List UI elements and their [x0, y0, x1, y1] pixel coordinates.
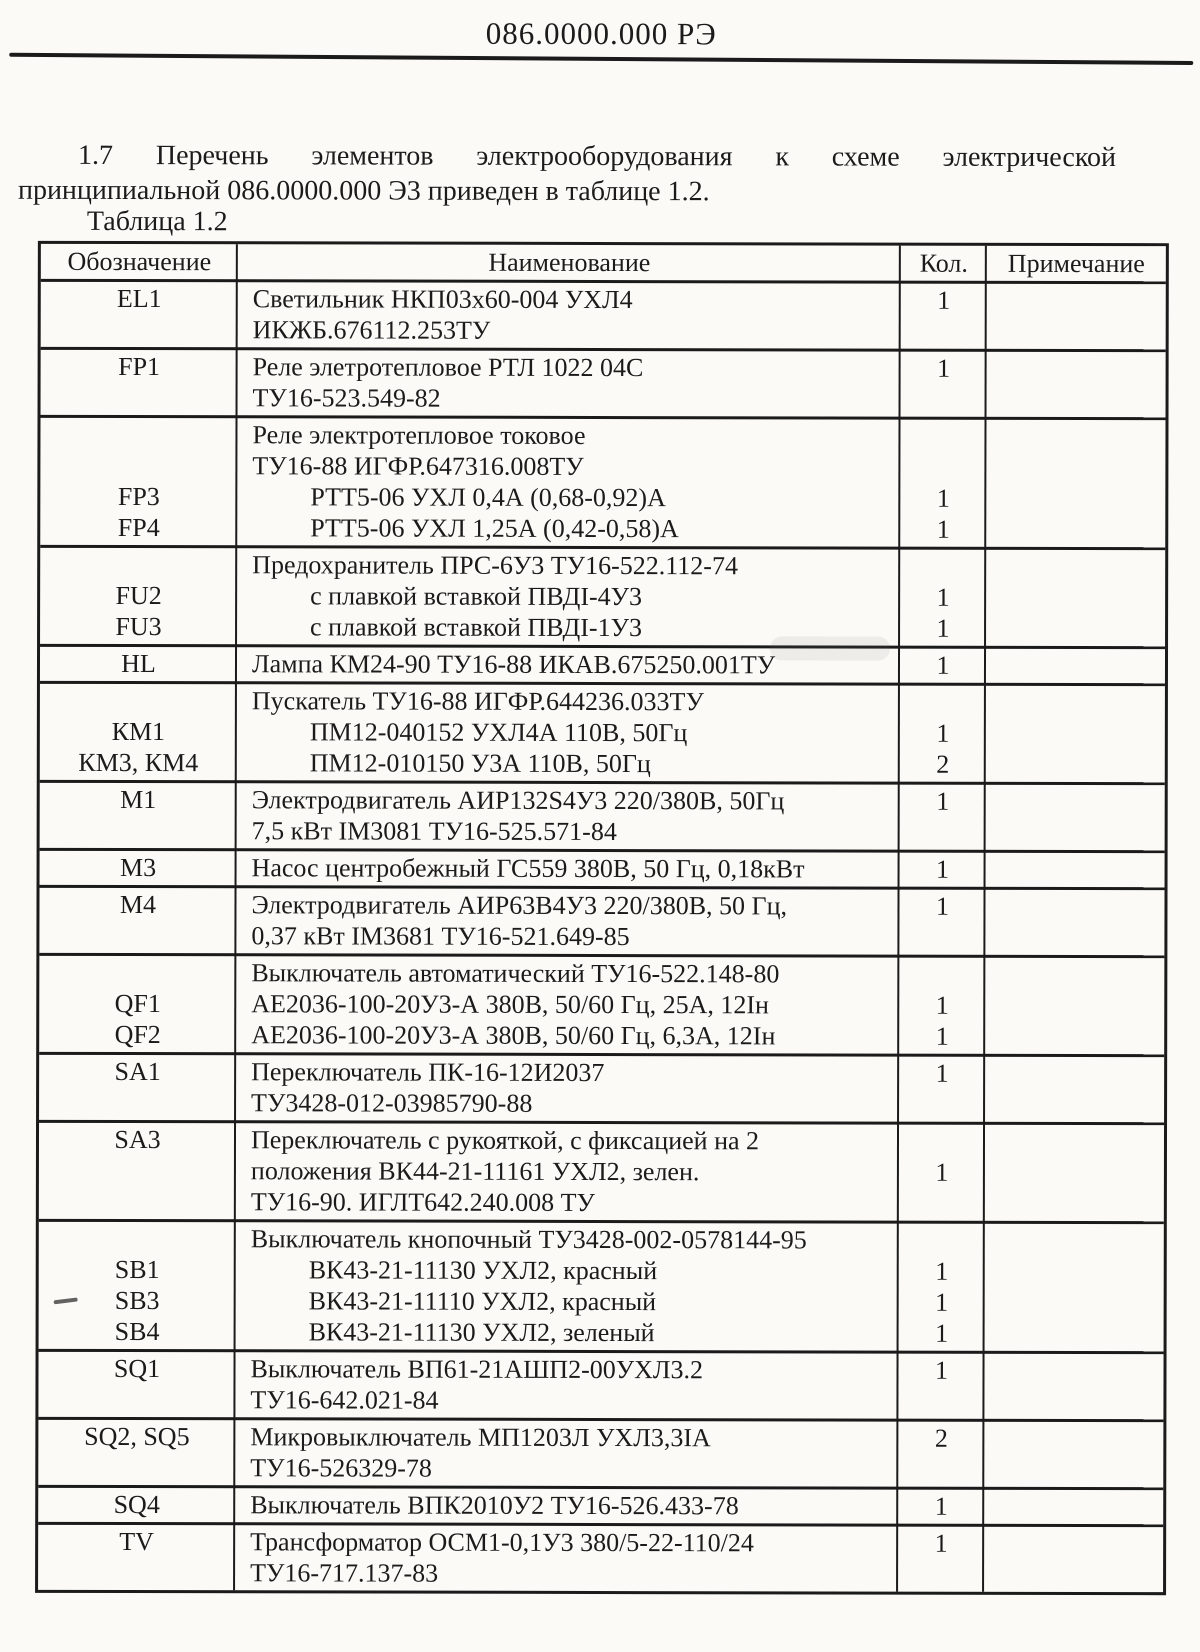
- name-cell: АЕ2036-100-20У3-А 380В, 50/60 Гц, 25А, 12Iн: [251, 989, 769, 1020]
- designation-cell: FU3: [115, 611, 162, 642]
- name-cell: ТУ16-90. ИГЛТ642.240.008 ТУ: [250, 1187, 596, 1217]
- name-cell: Переключатель ПК-16-12И2037: [251, 1057, 605, 1088]
- name-cell: ТУ16-642.021-84: [250, 1385, 439, 1415]
- qty-cell: 1: [934, 1355, 949, 1385]
- name-cell: Электродвигатель АИР132S4У3 220/380В, 50Гц: [251, 785, 785, 816]
- designation-cell: КМ3, КМ4: [78, 747, 199, 778]
- name-cell: с плавкой вставкой ПВДI-1У3: [310, 612, 643, 643]
- qty-cell: 1: [935, 1287, 949, 1317]
- note-cell: [984, 1386, 1163, 1417]
- name-cell: Выключатель автоматический ТУ16-522.148-80: [251, 958, 780, 989]
- name-cell: ПМ12-010150 У3А 110В, 50Гц: [309, 748, 651, 779]
- name-cell: РТТ5-06 УХЛ 0,4А (0,68-0,92)А: [310, 482, 666, 513]
- designation-cell: КМ1: [111, 716, 166, 747]
- table-line: [41, 382, 1166, 415]
- note-cell: [986, 817, 1165, 848]
- designation-cell: SB4: [114, 1316, 160, 1347]
- note-cell: [986, 718, 1165, 749]
- table-line: [39, 1155, 1164, 1188]
- qty-cell: 1: [935, 1256, 949, 1286]
- name-cell: ТУ16-526329-78: [250, 1453, 432, 1483]
- designation-cell: [39, 1155, 236, 1186]
- designation-cell: [38, 1557, 235, 1588]
- table-row: [39, 1219, 1164, 1351]
- note-cell: [984, 1559, 1163, 1590]
- qty-cell: 1: [935, 1058, 949, 1088]
- note-cell: [985, 1256, 1164, 1287]
- table-row: [40, 848, 1165, 887]
- table-line: [38, 1421, 1163, 1454]
- table-line: [40, 580, 1165, 613]
- table-line: [41, 351, 1166, 384]
- note-cell: [985, 891, 1164, 922]
- name-cell: положения ВК44-21-11161 УХЛ2, зелен.: [250, 1156, 700, 1187]
- note-cell: [985, 959, 1164, 990]
- qty-cell: [899, 1225, 985, 1256]
- designation-cell: [39, 920, 236, 951]
- qty-cell: 2: [934, 1423, 948, 1453]
- intro-line-2: принципиальной 086.0000.000 Э3 приведен в таблице 1.2.: [17, 174, 710, 208]
- qty-cell: 1: [936, 650, 950, 680]
- name-cell: Электродвигатель АИР63В4У3 220/380В, 50 Гц,: [251, 890, 788, 921]
- name-cell: Микровыключатель МП1203Л УХЛ3,3IА: [250, 1422, 711, 1453]
- note-cell: [985, 1287, 1164, 1318]
- intro-paragraph: [18, 138, 1116, 210]
- name-cell: ИКЖБ.676112.253ТУ: [252, 315, 491, 345]
- table-line: [39, 920, 1164, 953]
- designation-cell: SQ4: [113, 1489, 160, 1520]
- name-cell: Светильник НКП03х60-004 УХЛ4: [252, 284, 633, 315]
- note-cell: [986, 613, 1165, 644]
- table-line: [40, 549, 1165, 582]
- table-row: [41, 279, 1166, 349]
- table-line: [38, 1489, 1163, 1522]
- name-cell: ВК43-21-11130 УХЛ2, зеленый: [308, 1317, 655, 1348]
- table-row: [38, 1522, 1163, 1592]
- name-cell: ВК43-21-11110 УХЛ2, красный: [308, 1286, 657, 1317]
- table-line: [41, 314, 1166, 347]
- qty-cell: [900, 817, 986, 848]
- note-cell: [984, 1491, 1163, 1522]
- designation-cell: [39, 1223, 236, 1254]
- qty-cell: 1: [937, 353, 951, 383]
- table-body: [38, 279, 1166, 1592]
- designation-cell: [40, 815, 237, 846]
- designation-cell: HL: [121, 648, 156, 679]
- table-line: [40, 481, 1165, 514]
- designation-cell: TV: [119, 1526, 155, 1557]
- note-cell: [986, 786, 1165, 817]
- name-cell: ТУ3428-012-03985790-88: [251, 1088, 533, 1118]
- designation-cell: QF2: [114, 1019, 161, 1050]
- designation-cell: SA1: [114, 1056, 161, 1087]
- designation-cell: [40, 450, 237, 481]
- qty-cell: 1: [935, 891, 950, 921]
- note-cell: [986, 650, 1165, 681]
- qty-cell: 1: [934, 1528, 948, 1558]
- qty-cell: 1: [936, 483, 950, 513]
- name-cell: Предохранитель ПРС-6У3 ТУ16-522.112-74: [252, 550, 738, 581]
- name-cell: 0,37 кВт IМ3681 ТУ16-521.649-85: [251, 921, 630, 952]
- designation-cell: FP3: [117, 481, 160, 512]
- table-line: [39, 1254, 1164, 1287]
- table-row: [38, 1417, 1163, 1487]
- qty-cell: [899, 959, 985, 990]
- qty-cell: [900, 687, 986, 718]
- table-row: [39, 1120, 1164, 1221]
- designation-cell: [40, 685, 237, 716]
- table-line: [39, 1186, 1164, 1219]
- qty-cell: 1: [936, 854, 950, 884]
- note-cell: [984, 1454, 1163, 1485]
- table-header: [41, 244, 1166, 281]
- name-cell: Выключатель ВПК2010У2 ТУ16-526.433-78: [250, 1490, 739, 1521]
- qty-cell: 1: [935, 1318, 949, 1348]
- table-line: [38, 1452, 1163, 1485]
- qty-cell: [899, 1089, 985, 1120]
- note-cell: [986, 582, 1165, 613]
- designation-cell: SQ1: [113, 1353, 161, 1384]
- designation-cell: SB1: [114, 1254, 160, 1285]
- note-cell: [984, 1355, 1163, 1386]
- table-row: [40, 545, 1165, 646]
- table-row: [40, 644, 1165, 683]
- table-line: [39, 957, 1164, 990]
- note-cell: [985, 990, 1164, 1021]
- table-row: [38, 1349, 1163, 1419]
- table-line: [40, 419, 1165, 452]
- designation-cell: М3: [119, 852, 157, 883]
- table-line: [40, 685, 1165, 718]
- table-line: [39, 988, 1164, 1021]
- note-cell: [986, 749, 1165, 780]
- note-cell: [985, 1126, 1164, 1157]
- table-line: [38, 1557, 1163, 1590]
- note-cell: [985, 1058, 1164, 1089]
- designation-cell: [38, 1452, 235, 1483]
- table-row: [40, 780, 1165, 850]
- table-line: [39, 1087, 1164, 1120]
- name-cell: ПМ12-040152 УХЛ4А 110В, 50Гц: [309, 717, 688, 748]
- table-caption: Таблица 1.2: [86, 205, 228, 238]
- table-line: [39, 889, 1164, 922]
- designation-cell: М4: [119, 889, 157, 920]
- scan-smudge: [770, 636, 890, 660]
- designation-cell: [40, 549, 237, 580]
- qty-cell: 1: [935, 1021, 949, 1051]
- qty-cell: 1: [936, 718, 950, 748]
- name-cell: Выключатель ВП61-21АШП2-00УХЛ3.2: [250, 1354, 704, 1385]
- name-cell: Переключатель с рукояткой, с фиксацией на 2: [250, 1125, 760, 1156]
- qty-cell: 1: [936, 786, 950, 816]
- table-line: [40, 512, 1165, 545]
- name-cell: РТТ5-06 УХЛ 1,25А (0,42-0,58)А: [310, 513, 679, 544]
- name-cell: Трансформатор ОСМ1-0,1У3 380/5-22-110/24: [250, 1527, 754, 1558]
- note-cell: [986, 687, 1165, 718]
- name-cell: ВК43-21-11130 УХЛ2, красный: [308, 1255, 658, 1286]
- table-line: [39, 1124, 1164, 1157]
- note-cell: [986, 514, 1165, 545]
- table-line: [40, 747, 1165, 780]
- table-line: [40, 784, 1165, 817]
- table-line: [38, 1526, 1163, 1559]
- qty-cell: [899, 1126, 985, 1157]
- table-line: [39, 1316, 1164, 1349]
- designation-cell: М1: [120, 784, 157, 815]
- name-cell: Пускатель ТУ16-88 ИГФР.644236.033ТУ: [251, 686, 704, 717]
- table-line: [38, 1384, 1163, 1417]
- note-cell: [986, 854, 1165, 885]
- designation-cell: EL1: [116, 283, 162, 314]
- table-line: [39, 1056, 1164, 1089]
- note-cell: [986, 483, 1165, 514]
- parts-table: [35, 241, 1169, 1595]
- designation-cell: [38, 1384, 235, 1415]
- table-row: [39, 953, 1164, 1054]
- note-cell: [987, 285, 1166, 316]
- designation-cell: FP4: [117, 512, 160, 543]
- qty-cell: [900, 551, 986, 582]
- designation-cell: [41, 314, 238, 345]
- qty-cell: [900, 421, 986, 452]
- header-note: Примечание: [1007, 248, 1145, 279]
- table-row: [40, 415, 1165, 547]
- name-cell: Насос центробежный ГС559 380В, 50 Гц, 0,18кВт: [251, 853, 805, 884]
- qty-cell: 2: [936, 749, 950, 779]
- designation-cell: [39, 957, 236, 988]
- note-cell: [985, 1188, 1164, 1219]
- qty-cell: [899, 922, 985, 953]
- qty-cell: [901, 316, 987, 347]
- table-row: [39, 1052, 1164, 1122]
- qty-cell: 1: [937, 285, 951, 315]
- note-cell: [985, 1318, 1164, 1349]
- designation-cell: QF1: [114, 988, 161, 1019]
- qty-cell: 1: [936, 514, 950, 544]
- table-line: [41, 283, 1166, 316]
- table-row: [41, 347, 1166, 417]
- name-cell: Выключатель кнопочный ТУ3428-002-0578144-95: [250, 1224, 807, 1255]
- header-name: Наименование: [488, 247, 651, 278]
- header-qty: Кол.: [919, 248, 968, 278]
- note-cell: [987, 353, 1166, 384]
- table-line: [40, 611, 1165, 644]
- table-line: [40, 648, 1165, 681]
- note-cell: [985, 1021, 1164, 1052]
- designation-cell: FU2: [115, 580, 162, 611]
- table-line: [40, 815, 1165, 848]
- qty-cell: [898, 1454, 984, 1485]
- table-row: [38, 1485, 1163, 1524]
- note-cell: [985, 1157, 1164, 1188]
- intro-line-1: 1.7 Перечень элементов электрооборудования к схеме электрической: [78, 139, 1117, 174]
- table-line: [39, 1019, 1164, 1052]
- note-cell: [984, 1423, 1163, 1454]
- qty-cell: [898, 1386, 984, 1417]
- note-cell: [985, 1225, 1164, 1256]
- table-line: [40, 716, 1165, 749]
- table-line: [38, 1353, 1163, 1386]
- note-cell: [987, 316, 1166, 347]
- table-line: [39, 1285, 1164, 1318]
- note-cell: [984, 1528, 1163, 1559]
- name-cell: ТУ16-523.549-82: [252, 383, 441, 413]
- qty-cell: 1: [934, 1491, 948, 1521]
- name-cell: Реле элетротепловое РТЛ 1022 04С: [252, 352, 644, 383]
- qty-cell: [899, 1188, 985, 1219]
- name-cell: 7,5 кВт IМ3081 ТУ16-525.571-84: [251, 816, 617, 847]
- note-cell: [985, 1089, 1164, 1120]
- name-cell: ТУ16-717.137-83: [250, 1558, 439, 1588]
- designation-cell: SQ2, SQ5: [84, 1421, 190, 1452]
- table-line: [39, 1223, 1164, 1256]
- name-cell: Реле электротепловое токовое: [252, 420, 586, 450]
- header-designation: Обозначение: [67, 246, 212, 277]
- qty-cell: [898, 1559, 984, 1590]
- designation-cell: [39, 1186, 236, 1217]
- qty-cell: [901, 384, 987, 415]
- designation-cell: SB3: [114, 1285, 160, 1316]
- designation-cell: SA3: [114, 1124, 161, 1155]
- qty-cell: [900, 452, 986, 483]
- table-line: [40, 450, 1165, 483]
- header-rule: [9, 53, 1193, 65]
- designation-cell: [40, 419, 237, 450]
- note-cell: [986, 551, 1165, 582]
- designation-cell: [39, 1087, 236, 1118]
- note-cell: [985, 922, 1164, 953]
- table-line: [40, 852, 1165, 885]
- note-cell: [986, 421, 1165, 452]
- name-cell: АЕ2036-100-20У3-А 380В, 50/60 Гц, 6,3А, 12Iн: [251, 1020, 776, 1051]
- qty-cell: 1: [935, 990, 949, 1020]
- qty-cell: 1: [935, 1157, 949, 1187]
- note-cell: [986, 452, 1165, 483]
- designation-cell: FP1: [118, 351, 161, 382]
- doc-number: 086.0000.000 РЭ: [485, 15, 717, 52]
- name-cell: Лампа КМ24-90 ТУ16-88 ИКАВ.675250.001ТУ: [251, 649, 776, 680]
- qty-cell: 1: [936, 582, 950, 612]
- designation-cell: [41, 382, 238, 413]
- name-cell: ТУ16-88 ИГФР.647316.008ТУ: [252, 451, 584, 481]
- name-cell: с плавкой вставкой ПВДI-4У3: [310, 581, 643, 612]
- qty-cell: 1: [936, 613, 950, 643]
- note-cell: [987, 384, 1166, 415]
- table-row: [40, 681, 1165, 782]
- table-row: [39, 885, 1164, 955]
